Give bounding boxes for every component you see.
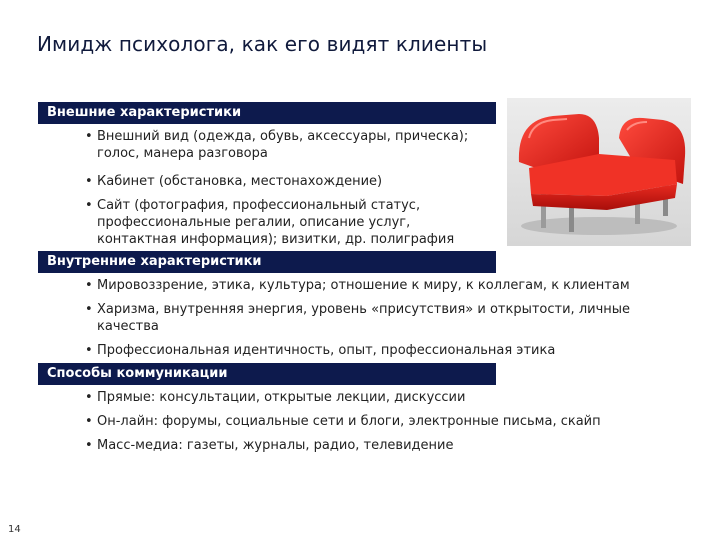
bullet-icon: • [85,414,93,429]
bullet-icon: • [85,174,93,189]
list-item: • Харизма, внутренняя энергия, уровень «присутствия» и открытости, личные качества [85,302,631,334]
list-item: • Прямые: консультации, открытые лекции, дискуссии [85,390,466,405]
list-item: • Внешний вид (одежда, обувь, аксессуары, прическа); голос, манера разговора [85,129,469,161]
bullet-icon: • [85,438,93,453]
red-armchair-image [507,98,691,246]
section-header-internal: Внутренние характеристики [38,251,496,273]
list-item: • Сайт (фотография, профессиональный статус, профессиональные регалии, описание услуг, контактная информация); визитки, др. полиграфия [85,198,455,247]
bullet-icon: • [85,198,93,213]
slide-title: Имидж психолога, как его видят клиенты [37,32,488,56]
bullet-icon: • [85,343,93,358]
section-header-communication: Способы коммуникации [38,363,496,385]
list-item: • Мировоззрение, этика, культура; отношение к миру, к коллегам, к клиентам [85,278,630,293]
section-header-external: Внешние характеристики [38,102,496,124]
armchair-photo [507,98,691,246]
bullet-icon: • [85,278,93,293]
list-item: • Кабинет (обстановка, местонахождение) [85,174,383,189]
list-item: • Он-лайн: форумы, социальные сети и блоги, электронные письма, скайп [85,414,601,429]
list-item: • Масс-медиа: газеты, журналы, радио, телевидение [85,438,454,453]
page-number: 14 [8,524,21,535]
bullet-icon: • [85,129,93,144]
bullet-icon: • [85,302,93,317]
bullet-icon: • [85,390,93,405]
list-item: • Профессиональная идентичность, опыт, профессиональная этика [85,343,556,358]
